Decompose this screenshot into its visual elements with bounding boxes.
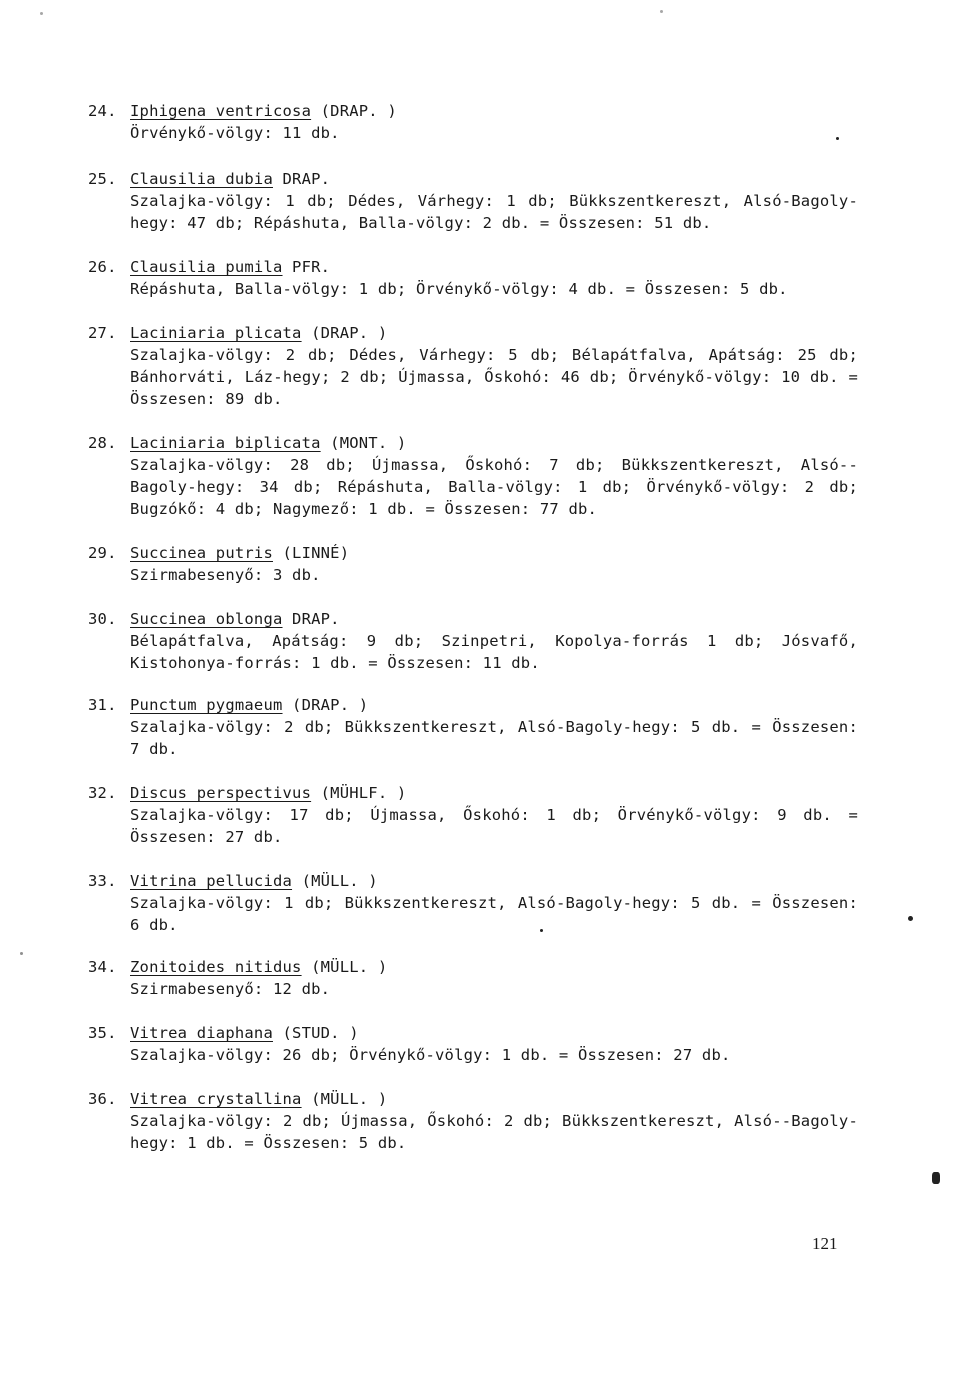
species-author: (STUD. ) — [272, 1024, 359, 1042]
entry-title — [130, 100, 858, 122]
species-name: Laciniaria plicata — [130, 324, 302, 342]
entry-title — [130, 1022, 858, 1044]
entry-number: 30. — [88, 610, 117, 628]
scan-speck — [40, 12, 43, 15]
species-author: PFR. — [282, 258, 331, 276]
species-name: Succinea putris — [130, 544, 273, 562]
entry-records: Bélapátfalva, Apátság: 9 db; Szinpetri, Kopolya-forrás 1 db; Jósvafő, Kistohonya-forrás: 1 db. = Összesen: 11 db. — [130, 632, 858, 672]
entry-title — [130, 1088, 858, 1110]
entry-title — [130, 694, 858, 716]
species-entry-34 — [88, 956, 858, 1000]
entry-number: 35. — [88, 1024, 117, 1042]
species-name: Laciniaria biplicata — [130, 434, 321, 452]
species-name: Vitrea crystallina — [130, 1090, 302, 1108]
entry-records: Szirmabesenyő: 3 db. — [130, 566, 321, 584]
entry-records: Szalajka-völgy: 28 db; Újmassa, Őskohó: 7 db; Bükkszentkereszt, Alsó--Bagoly-hegy: 34 db; Répáshuta, Balla-völgy: 1 db; Örvénykő-völgy: 2 db; Bugzókő: 4 db; Nagymező: 1 db. = Összesen: 77 db. — [130, 456, 858, 518]
entry-title — [130, 322, 858, 344]
species-author: (MÜLL. ) — [292, 872, 378, 890]
scan-speck — [836, 137, 839, 140]
species-author: DRAP. — [272, 170, 331, 188]
entry-number: 29. — [88, 544, 117, 562]
entry-records: Örvénykő-völgy: 11 db. — [130, 124, 340, 142]
species-entry-36 — [88, 1088, 858, 1154]
species-entry-35 — [88, 1022, 858, 1066]
species-author: (MÜLL. ) — [301, 1090, 388, 1108]
entry-title — [130, 608, 858, 630]
entry-records: Szalajka-völgy: 1 db; Dédes, Várhegy: 1 db; Bükkszentkereszt, Alsó-Bagoly-hegy: 47 db; Répáshuta, Balla-völgy: 2 db. = Összesen: 51 db. — [130, 192, 858, 232]
species-author: (DRAP. ) — [282, 696, 369, 714]
entry-number: 28. — [88, 434, 117, 452]
species-author: (DRAP. ) — [301, 324, 388, 342]
entry-records: Répáshuta, Balla-völgy: 1 db; Örvénykő-völgy: 4 db. = Összesen: 5 db. — [130, 280, 788, 298]
species-author: (MONT. ) — [320, 434, 407, 452]
species-name: Discus perspectivus — [130, 784, 312, 802]
entry-records: Szalajka-völgy: 2 db; Dédes, Várhegy: 5 db; Bélapátfalva, Apátság: 25 db; Bánhorváti, Láz-hegy; 2 db; Újmassa, Őskohó: 46 db; Örvénykő-völgy: 10 db. = Összesen: 89 db. — [130, 346, 858, 408]
entry-records: Szalajka-völgy: 2 db; Újmassa, Őskohó: 2 db; Bükkszentkereszt, Alsó--Bagoly-hegy: 1 db. = Összesen: 5 db. — [130, 1112, 858, 1152]
species-entry-33 — [88, 870, 858, 936]
species-author: (DRAP. ) — [311, 102, 397, 120]
species-entry-30 — [88, 608, 858, 674]
entry-title — [130, 168, 858, 190]
species-author: (MÜHLF. ) — [311, 784, 407, 802]
species-entry-25 — [88, 168, 858, 234]
entry-title — [130, 542, 858, 564]
entry-number: 34. — [88, 958, 117, 976]
species-name: Zonitoides nitidus — [130, 958, 302, 976]
species-name: Clausilia dubia — [130, 170, 273, 188]
entry-title — [130, 432, 858, 454]
entry-title — [130, 956, 858, 978]
entry-records: Szalajka-völgy: 26 db; Örvénykő-völgy: 1 db. = Összesen: 27 db. — [130, 1046, 731, 1064]
species-name: Iphigena ventricosa — [130, 102, 312, 120]
species-entry-32 — [88, 782, 858, 848]
scan-speck — [540, 929, 543, 932]
species-name: Succinea oblonga — [130, 610, 283, 628]
species-entry-24 — [88, 100, 858, 144]
entry-title — [130, 256, 858, 278]
scan-speck — [20, 952, 23, 955]
scan-speck — [660, 10, 663, 13]
entry-number: 32. — [88, 784, 117, 802]
scan-speck — [932, 1172, 940, 1184]
entry-number: 25. — [88, 170, 117, 188]
entry-records: Szalajka-völgy: 1 db; Bükkszentkereszt, Alsó-Bagoly-hegy: 5 db. = Összesen: 6 db. — [130, 894, 858, 934]
entry-number: 31. — [88, 696, 117, 714]
species-entry-26 — [88, 256, 858, 300]
species-entry-28 — [88, 432, 858, 520]
entry-number: 27. — [88, 324, 117, 342]
species-author: DRAP. — [282, 610, 340, 628]
species-entry-27 — [88, 322, 858, 410]
entry-records: Szalajka-völgy: 17 db; Újmassa, Őskohó: 1 db; Örvénykő-völgy: 9 db. = Összesen: 27 db. — [130, 806, 858, 846]
species-name: Clausilia pumila — [130, 258, 283, 276]
entry-number: 33. — [88, 872, 117, 890]
entry-title — [130, 870, 858, 892]
entry-title — [130, 782, 858, 804]
entry-number: 26. — [88, 258, 117, 276]
entry-number: 24. — [88, 102, 117, 120]
species-name: Vitrea diaphana — [130, 1024, 273, 1042]
species-name: Vitrina pellucida — [130, 872, 293, 890]
entry-number: 36. — [88, 1090, 117, 1108]
species-author: (MÜLL. ) — [301, 958, 388, 976]
species-entry-31 — [88, 694, 858, 760]
species-author: (LINNÉ) — [272, 544, 350, 562]
scan-speck — [908, 916, 913, 921]
entry-records: Szirmabesenyő: 12 db. — [130, 980, 331, 998]
species-entry-29 — [88, 542, 858, 586]
entry-records: Szalajka-völgy: 2 db; Bükkszentkereszt, Alsó-Bagoly-hegy: 5 db. = Összesen: 7 db. — [130, 718, 858, 758]
species-name: Punctum pygmaeum — [130, 696, 283, 714]
page-number: 121 — [812, 1234, 838, 1253]
